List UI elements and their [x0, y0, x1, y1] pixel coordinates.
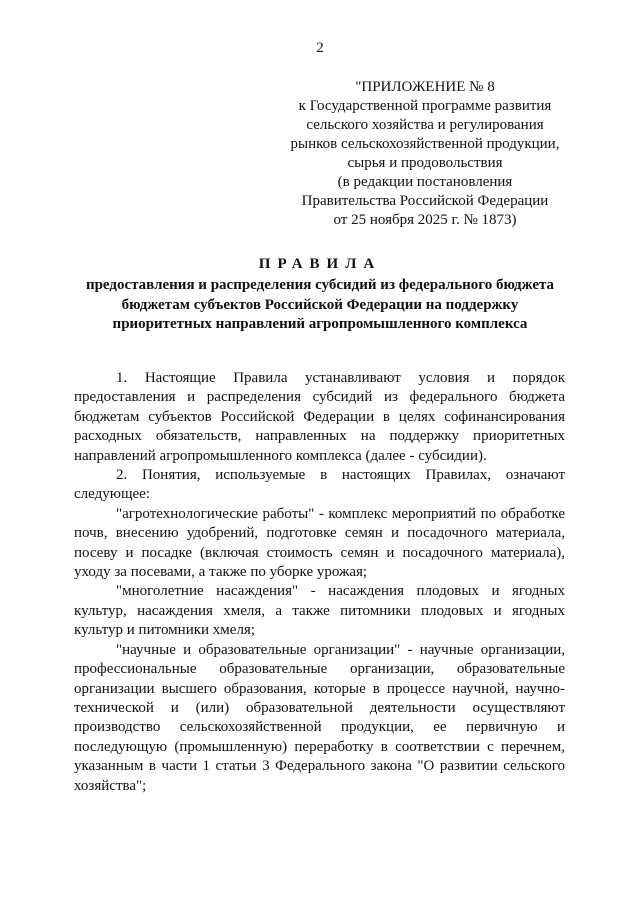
document-body: [74, 369, 565, 796]
paragraph-rule-2: 2. Понятия, используемые в настоящих Правилах, означают следующее:: [74, 467, 565, 503]
document-title: ПРАВИЛА: [258, 256, 382, 272]
appendix-line: Правительства Российской Федерации: [301, 193, 549, 209]
appendix-line: к Государственной программе развития: [298, 98, 552, 114]
paragraph-definition-organizations: "научные и образовательные организации" - научные организации, профессиональные образовательные организации, образовательные организации высшего образования, которые в процессе научной, научно-технической и (или) образовательной деятельности осуществляют производство сельскохозяйственной продукции, ее первичную и последующую (промышленную) переработку в соответствии с перечнем, указанным в части 1 статьи 3 Федерального закона "О развитии сельского хозяйства";: [74, 641, 565, 794]
appendix-line: (в редакции постановления: [337, 174, 513, 190]
paragraph-definition-perennial: "многолетние насаждения" - насаждения плодовых и ягодных культур, насаждения хмеля, а также питомники плодовых и ягодных культур и питомники хмеля;: [74, 583, 565, 639]
subtitle-line: бюджетам субъектов Российской Федерации на поддержку: [121, 296, 519, 313]
appendix-header: [280, 78, 570, 230]
page-number: 2: [316, 40, 324, 56]
appendix-line: рынков сельскохозяйственной продукции,: [290, 136, 560, 152]
appendix-line: "ПРИЛОЖЕНИЕ № 8: [355, 79, 495, 95]
subtitle-line: приоритетных направлений агропромышленного комплекса: [112, 316, 528, 332]
appendix-line: сырья и продовольствия: [347, 155, 503, 171]
subtitle-line: предоставления и распределения субсидий из федерального бюджета: [85, 277, 555, 293]
paragraph-rule-1: 1. Настоящие Правила устанавливают условия и порядок предоставления и распределения субсидий из федерального бюджета бюджетам субъектов Российской Федерации в целях софинансирования расходных обязательств, направленных на поддержку приоритетных направлений агропромышленного комплекса (далее - субсидии).: [74, 370, 565, 464]
paragraph-definition-agrotech: "агротехнологические работы" - комплекс мероприятий по обработке почв, внесению удобрений, подготовке семян и посадочного материала, посеву и посадке (включая стоимость семян и посадочного материала), уходу за посевами, а также по уборке урожая;: [74, 505, 565, 581]
appendix-line: сельского хозяйства и регулирования: [306, 117, 544, 133]
appendix-line: от 25 ноября 2025 г. № 1873): [333, 212, 517, 228]
document-subtitle: [70, 276, 570, 335]
